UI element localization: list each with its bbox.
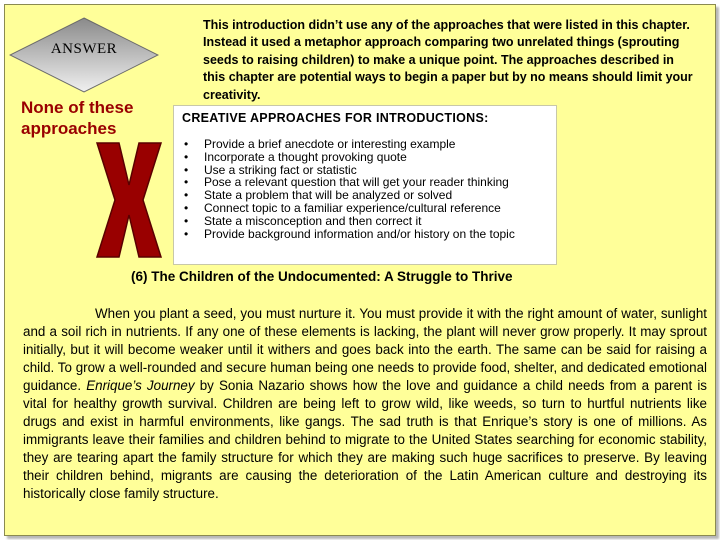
list-item: • Pose a relevant question that will get your reader thinking bbox=[184, 176, 515, 189]
essay-paragraph bbox=[23, 305, 707, 503]
creative-approaches-box bbox=[173, 105, 557, 265]
list-item: • State a misconception and then correct it bbox=[184, 215, 515, 228]
x-mark-icon bbox=[95, 141, 163, 259]
list-item: • State a problem that will be analyzed or solved bbox=[184, 189, 515, 202]
essay-title: (6) The Children of the Undocumented: A Struggle to Thrive bbox=[131, 269, 513, 284]
list-item: • Provide background information and/or history on the topic bbox=[184, 228, 515, 241]
slide bbox=[4, 4, 716, 536]
answer-label: ANSWER bbox=[50, 41, 118, 57]
essay-text-part2: by Sonia Nazario shows how the love and guidance a child needs from a parent is vital for healthy growth survival. Children are being left to grow wild, like weeds, so turn to hurtful nutrients like drugs and exist in harmful environments, like gangs. The sad truth is that Enrique’s story is one of millions. As immigrants leave their families and children behind to migrate to the United States searching for economic stability, they are tearing apart the family structure for which they are making such huge sacrifices to preserve. By leaving their children behind, migrants are causing the deterioration of the Latin American culture and destroying its historically close family structure. bbox=[23, 378, 707, 501]
list-item: • Use a striking fact or statistic bbox=[184, 164, 515, 177]
list-item: • Connect topic to a familiar experience/cultural reference bbox=[184, 202, 515, 215]
essay-text-part1: When you plant a seed, you must nurture it. You must provide it with the right amount of water, sunlight and a soil rich in nutrients. If any one of these elements is lacking, the plant will never grow properly. It may sprout initially, but it will become weaker until it withers and goes back into the earth. The same can be said for raising a child. To grow a well-rounded and secure human being one needs to provide food, shelter, and dedicated emotional guidance. bbox=[23, 306, 707, 393]
list-item: • Provide a brief anecdote or interesting example bbox=[184, 138, 515, 151]
approaches-title: CREATIVE APPROACHES FOR INTRODUCTIONS: bbox=[182, 111, 489, 125]
approaches-list bbox=[184, 138, 515, 240]
intro-explanation: This introduction didn’t use any of the approaches that were listed in this chapter. Instead it used a metaphor approach comparing two unrelated things (sprouting seeds to raising children) to make a unique point. The approaches described in this chapter are potential ways to begin a paper but by no means should limit your creativity. bbox=[203, 18, 693, 102]
answer-verdict: None of these approaches bbox=[21, 98, 134, 138]
book-title: Enrique’s Journey bbox=[86, 378, 195, 393]
list-item: • Incorporate a thought provoking quote bbox=[184, 151, 515, 164]
